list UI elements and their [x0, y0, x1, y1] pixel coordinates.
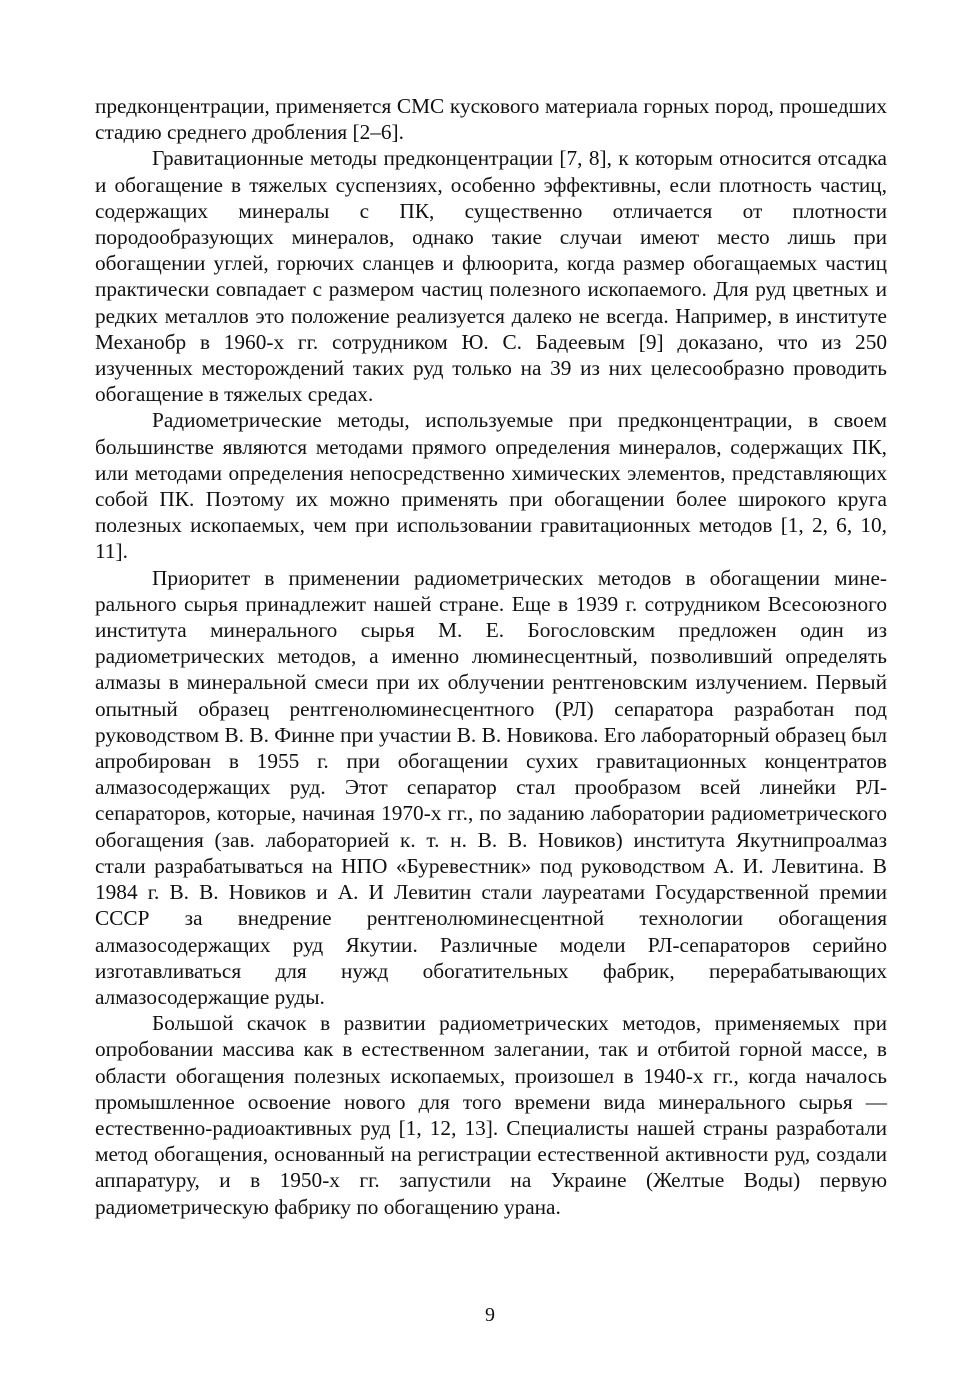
- paragraph-big-leap: Большой скачок в развитии радиометрических методов, применяемых при опробовании массива как в естественном залегании, так и отбитой горной массе, в области обогащения полезных ископаемых, произошел в 1940-х гг., когда началось промышленное освоение нового для того времени вида минерального сырья — естественно-радиоактивных руд [1, 12, 13]. Специалисты нашей страны разработали метод обогащения, основанный на регистрации естественной активности руд, создали аппаратуру, и в 1950-х гг. запустили на Украине (Желтые Воды) первую радиометрическую фабрику по обогащению урана.: [95, 1011, 887, 1219]
- paragraph-gravitational-methods: Гравитационные методы предконцентрации [7, 8], к которым относится отсадка и обогащение в тяжелых суспензиях, особенно эффективны, если плотность частиц, содержащих минералы с ПК, существенно отличается от плотности породообразующих минералов, однако такие случаи имеют место лишь при обогащении углей, горючих сланцев и флюорита, когда размер обогащаемых частиц практически совпадает с размером частиц полезного ископаемого. Для руд цветных и редких металлов это положение реализуется далеко не всегда. Например, в институте Механобр в 1960-х гг. сотрудником Ю. С. Бадеевым [9] доказано, что из 250 изученных месторождений таких руд только на 39 из них целесообразно проводить обогащение в тяжелых средах.: [95, 146, 887, 407]
- paragraph-radiometric-methods: Радиометрические методы, используемые при предконцентрации, в своем большинстве являются методами прямого определения минералов, содержащих ПК, или методами определения непосредственно химических элементов, представляющих собой ПК. Поэтому их можно применять при обогащении более широкого круга полезных ископаемых, чем при использовании гравитационных методов [1, 2, 6, 10, 11].: [95, 408, 887, 564]
- page-number: 9: [485, 1304, 495, 1326]
- paragraph-priority: Приоритет в применении радиометрических методов в обогащении минерального сырья принадлежит нашей стране. Еще в 1939 г. сотрудником Всесоюзного института минерального сырья М. Е. Богословским предложен один из радиометрических методов, а именно люминесцентный, позволивший определять алмазы в минеральной смеси при их облучении рентгеновским излучением. Первый опытный образец рентгенолюминесцентного (РЛ) сепаратора разработан под руководством В. В. Финне при участии В. В. Новикова. Его лабораторный образец был апробирован в 1955 г. при обогащении сухих гравитационных концентратов алмазосодержащих руд. Этот сепаратор стал прообразом всей линейки РЛ-сепараторов, которые, начиная 1970-х гг., по заданию лаборатории радиометрического обогащения (зав. лабораторией к. т. н. В. В. Новиков) института Якутнипроалмаз стали разрабатываться на НПО «Буревестник» под руководством А. И. Левитина. В 1984 г. В. В. Новиков и А. И Левитин стали лауреатами Государственной премии СССР за внедрение рентгенолюминесцентной технологии обогащения алмазосодержащих руд Якутии. Различные модели РЛ-сепараторов серийно изготавливаться для нужд обогатительных фабрик, перерабатывающих алмазосодержащие руды.: [95, 565, 887, 1009]
- page-body: [95, 93, 887, 1220]
- paragraph-continuation: предконцентрации, применяется СМС кускового материала горных пород, прошедших стадию среднего дробления [2–6].: [95, 94, 887, 145]
